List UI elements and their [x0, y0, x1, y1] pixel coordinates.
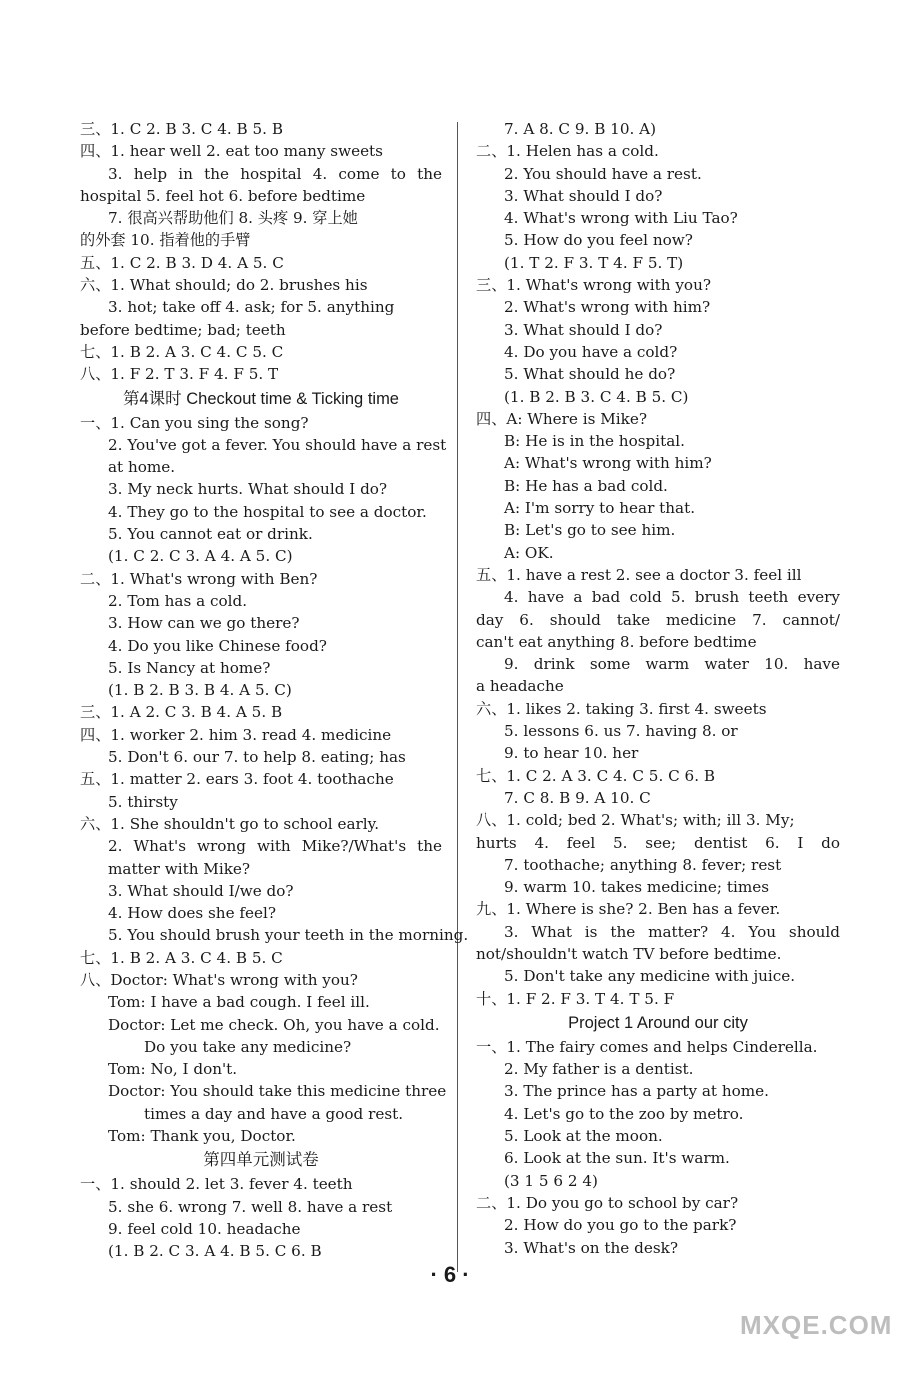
column-divider: [457, 122, 458, 1272]
answer-line: not/shouldn't watch TV before bedtime.: [476, 944, 782, 963]
answer-line: 4. What's wrong with Liu Tao?: [504, 209, 738, 228]
answer-line: Tom: No, I don't.: [108, 1060, 238, 1079]
answer-line: 9. drink some warm water 10. have: [504, 655, 840, 674]
answer-line: 十、1. F 2. F 3. T 4. T 5. F: [476, 989, 675, 1008]
answer-line: matter with Mike?: [108, 859, 251, 878]
answer-line: 六、1. likes 2. taking 3. first 4. sweets: [476, 699, 767, 718]
answer-line: 7. A 8. C 9. B 10. A): [504, 120, 657, 138]
answer-line: 4. Do you have a cold?: [504, 342, 678, 361]
answer-line: 3. What should I do?: [504, 186, 663, 205]
answer-line: 5. thirsty: [108, 792, 178, 811]
answer-line: 9. to hear 10. her: [504, 744, 639, 763]
answer-line: 一、1. The fairy comes and helps Cinderella.: [476, 1037, 818, 1056]
answer-line: 5. lessons 6. us 7. having 8. or: [504, 722, 738, 741]
answer-line: hospital 5. feel hot 6. before bedtime: [80, 186, 366, 205]
answer-line: 5. she 6. wrong 7. well 8. have a rest: [108, 1197, 393, 1216]
answer-line: 3. help in the hospital 4. come to the: [108, 164, 442, 183]
answer-line: 六、1. What should; do 2. brushes his: [80, 276, 368, 295]
answer-line: Doctor: You should take this medicine three: [108, 1082, 447, 1101]
answer-line: 7. 很高兴帮助他们 8. 头疼 9. 穿上她: [108, 209, 358, 228]
answer-line: 五、1. matter 2. ears 3. foot 4. toothache: [80, 770, 394, 789]
answer-line: 3. How can we go there?: [108, 614, 300, 633]
watermark-text: MXQE.COM: [740, 1310, 893, 1340]
answer-line: 二、1. What's wrong with Ben?: [80, 569, 318, 588]
answer-line: can't eat anything 8. before bedtime: [476, 632, 757, 651]
answer-line: 三、1. A 2. C 3. B 4. A 5. B: [80, 703, 283, 722]
answer-line: 2. How do you go to the park?: [504, 1216, 737, 1235]
answer-line: 5. Don't take any medicine with juice.: [504, 967, 796, 986]
answer-line: a headache: [476, 677, 564, 696]
answer-line: 3. What should I do?: [504, 320, 663, 339]
answer-line: 七、1. B 2. A 3. C 4. C 5. C: [80, 342, 284, 361]
answer-line: 四、A: Where is Mike?: [476, 409, 647, 428]
answer-line: 3. What is the matter? 4. You should: [504, 922, 840, 941]
answer-line: 7. C 8. B 9. A 10. C: [504, 788, 651, 807]
answer-line: 2. You should have a rest.: [504, 164, 702, 183]
answer-line: B: Let's go to see him.: [504, 521, 676, 540]
answer-line: Doctor: Let me check. Oh, you have a cold.: [108, 1015, 440, 1034]
answer-line: 6. Look at the sun. It's warm.: [504, 1149, 730, 1168]
answer-line: (1. B 2. B 3. C 4. B 5. C): [504, 387, 689, 406]
answer-line: Tom: Thank you, Doctor.: [108, 1127, 296, 1146]
answer-line: 一、1. should 2. let 3. fever 4. teeth: [80, 1175, 353, 1194]
answer-line: 2. What's wrong with Mike?/What's the: [108, 837, 442, 856]
answer-line: B: He is in the hospital.: [504, 432, 685, 451]
answer-line: 5. You should brush your teeth in the morning.: [108, 926, 469, 945]
answer-line: 八、1. cold; bed 2. What's; with; ill 3. My;: [476, 811, 795, 830]
answer-line: 九、1. Where is she? 2. Ben has a fever.: [476, 900, 781, 919]
answer-line: 三、1. C 2. B 3. C 4. B 5. B: [80, 120, 283, 138]
section-heading: 第四单元测试卷: [203, 1151, 319, 1170]
answer-line: B: He has a bad cold.: [504, 476, 668, 495]
answer-line: 5. What should he do?: [504, 365, 676, 384]
answer-line: 六、1. She shouldn't go to school early.: [80, 814, 380, 833]
left-column: [80, 118, 469, 1263]
answer-line: (1. B 2. B 3. B 4. A 5. C): [108, 681, 292, 700]
answer-line: 三、1. What's wrong with you?: [476, 276, 711, 295]
answer-line: 二、1. Do you go to school by car?: [476, 1193, 739, 1212]
page-number: · 6 ·: [430, 1262, 470, 1287]
answer-line: hurts 4. feel 5. see; dentist 6. I do: [476, 833, 840, 852]
answer-line: 4. How does she feel?: [108, 904, 276, 923]
answer-line: 2. Tom has a cold.: [108, 591, 248, 610]
answer-line: 5. Look at the moon.: [504, 1127, 663, 1146]
answer-line: 四、1. worker 2. him 3. read 4. medicine: [80, 725, 392, 744]
answer-line: 八、Doctor: What's wrong with you?: [80, 970, 358, 989]
answer-line: A: I'm sorry to hear that.: [504, 499, 696, 518]
answer-line: (1. B 2. C 3. A 4. B 5. C 6. B: [108, 1242, 322, 1261]
answer-line: 七、1. B 2. A 3. C 4. B 5. C: [80, 948, 283, 967]
answer-line: Tom: I have a bad cough. I feel ill.: [108, 993, 370, 1012]
answer-line: 4. Let's go to the zoo by metro.: [504, 1104, 744, 1123]
answer-line: 四、1. hear well 2. eat too many sweets: [80, 142, 383, 161]
answer-line: 3. What should I/we do?: [108, 881, 294, 900]
answer-line: at home.: [108, 458, 176, 477]
answer-line: 4. have a bad cold 5. brush teeth every: [504, 588, 840, 607]
answer-line: 3. What's on the desk?: [504, 1238, 678, 1257]
answer-line: 5. Is Nancy at home?: [108, 658, 271, 677]
answer-line: 3. My neck hurts. What should I do?: [108, 480, 388, 499]
answer-line: (3 1 5 6 2 4): [504, 1171, 598, 1190]
answer-line: day 6. should take medicine 7. cannot/: [476, 610, 840, 629]
answer-line: 5. Don't 6. our 7. to help 8. eating; has: [108, 748, 406, 767]
answer-line: 2. My father is a dentist.: [504, 1060, 694, 1079]
answer-line: A: OK.: [504, 543, 554, 562]
answer-line: 4. Do you like Chinese food?: [108, 636, 327, 655]
answer-line: (1. C 2. C 3. A 4. A 5. C): [108, 547, 293, 566]
answer-line: 一、1. Can you sing the song?: [80, 413, 309, 432]
answer-line: 五、1. C 2. B 3. D 4. A 5. C: [80, 253, 284, 272]
answer-line: 5. How do you feel now?: [504, 231, 693, 250]
answer-line: before bedtime; bad; teeth: [80, 320, 286, 339]
answer-line: 5. You cannot eat or drink.: [108, 525, 313, 544]
answer-line: 2. What's wrong with him?: [504, 298, 711, 317]
answer-line: 9. feel cold 10. headache: [108, 1219, 301, 1238]
answer-line: 3. The prince has a party at home.: [504, 1082, 770, 1101]
answer-line: times a day and have a good rest.: [144, 1104, 404, 1123]
right-column: [476, 118, 840, 1259]
answer-line: A: What's wrong with him?: [504, 454, 712, 473]
answer-line: 2. You've got a fever. You should have a rest: [108, 435, 447, 454]
answer-line: 五、1. have a rest 2. see a doctor 3. feel ill: [476, 565, 802, 584]
answer-line: (1. T 2. F 3. T 4. F 5. T): [504, 253, 684, 272]
answer-line: 八、1. F 2. T 3. F 4. F 5. T: [80, 365, 279, 384]
answer-line: 3. hot; take off 4. ask; for 5. anything: [108, 298, 395, 317]
answer-line: 9. warm 10. takes medicine; times: [504, 878, 770, 897]
section-heading: 第4课时 Checkout time & Ticking time: [122, 389, 399, 408]
section-heading: Project 1 Around our city: [568, 1013, 748, 1032]
answer-line: 7. toothache; anything 8. fever; rest: [504, 855, 782, 874]
answer-line: Do you take any medicine?: [144, 1037, 352, 1056]
answer-line: 的外套 10. 指着他的手臂: [80, 231, 251, 250]
answer-line: 二、1. Helen has a cold.: [476, 142, 659, 161]
answer-line: 4. They go to the hospital to see a doctor.: [108, 502, 427, 521]
answer-line: 七、1. C 2. A 3. C 4. C 5. C 6. B: [476, 766, 716, 785]
